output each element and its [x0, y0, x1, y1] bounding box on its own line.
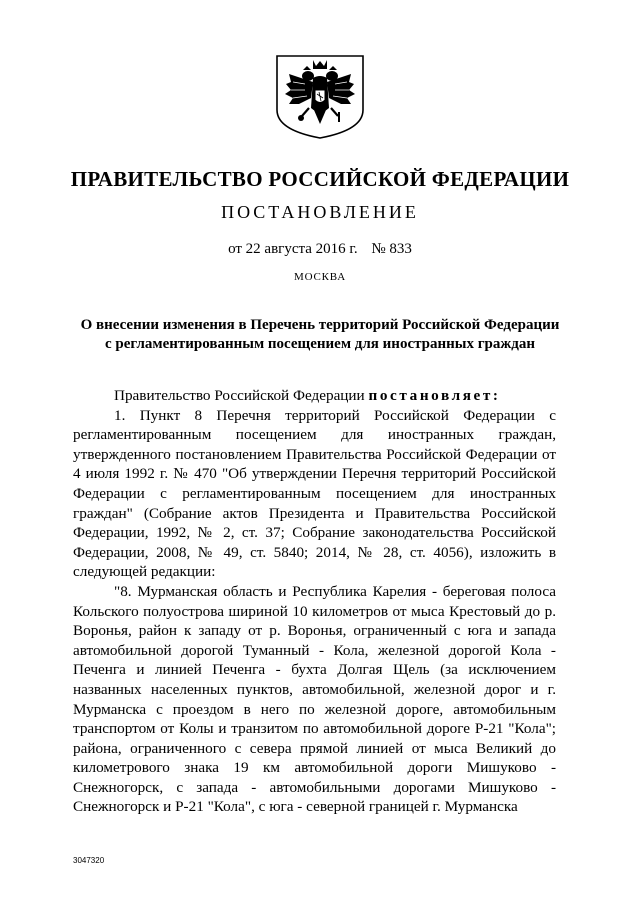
- quoted-paragraph: "8. Мурманская область и Республика Карелия - береговая полоса Кольского полуострова шириной 10 километров от мыса Крестовый до р. Воронья, район к западу от р. Воронья, ограниченный с юга и запада автомобильной дорогой Туманный - Кола, железной дорогой Кола - Печенга и линией Печенга - бухта Долгая Щель (за исключением названных населенных пунктов, автомобильной, железной дорог и г. Мурманска с проездом в него по железной дороге, автомобильным транспортом от Колы и транзитом по автомобильной дороге Р-21 "Кола"; района, ограниченного с севера прямой линией от мыса Великий до километрового знака 19 км автомобильной дороги Мишуково - Снежногорск, с запада - автомобильными дорогами Мишуково - Снежногорск и Р-21 "Кола", с юга - северной границей г. Мурманска: [73, 582, 556, 816]
- footer-document-code: 3047320: [73, 856, 105, 865]
- intro-prefix: Правительство Российской Федерации: [114, 387, 365, 404]
- subject-line-1: О внесении изменения в Перечень территорий Российской Федерации: [80, 317, 560, 333]
- intro-paragraph: [73, 386, 556, 406]
- document-city: МОСКВА: [294, 271, 346, 283]
- item-1-paragraph: 1. Пункт 8 Перечня территорий Российской Федерации с регламентированным посещением для иностранных граждан, утвержденного постановлением Правительства Российской Федерации от 4 июля 1992 г. № 470 "Об утверждении Перечня территорий Российской Федерации с регламентированным посещением для иностранных граждан" (Собрание актов Президента и Правительства Российской Федерации, 1992, № 2, ст. 37; Собрание законодательства Российской Федерации, 2008, № 49, ст. 5840; 2014, № 28, ст. 4056), изложить в следующей редакции:: [73, 406, 556, 581]
- document-body: [73, 386, 556, 817]
- document-number: 833: [389, 241, 412, 257]
- russian-coat-of-arms-icon: [269, 52, 371, 140]
- intro-verb: постановляет:: [368, 387, 501, 404]
- document-number-label: №: [371, 241, 386, 257]
- document-subject: [60, 316, 580, 354]
- document-type: ПОСТАНОВЛЕНИЕ: [221, 202, 419, 222]
- coat-of-arms-emblem: [269, 52, 371, 140]
- government-title: ПРАВИТЕЛЬСТВО РОССИЙСКОЙ ФЕДЕРАЦИИ: [70, 167, 570, 191]
- document-date: от 22 августа 2016 г.: [228, 241, 358, 257]
- subject-line-2: с регламентированным посещением для иностранных граждан: [104, 336, 536, 352]
- document-date-line: [0, 241, 640, 258]
